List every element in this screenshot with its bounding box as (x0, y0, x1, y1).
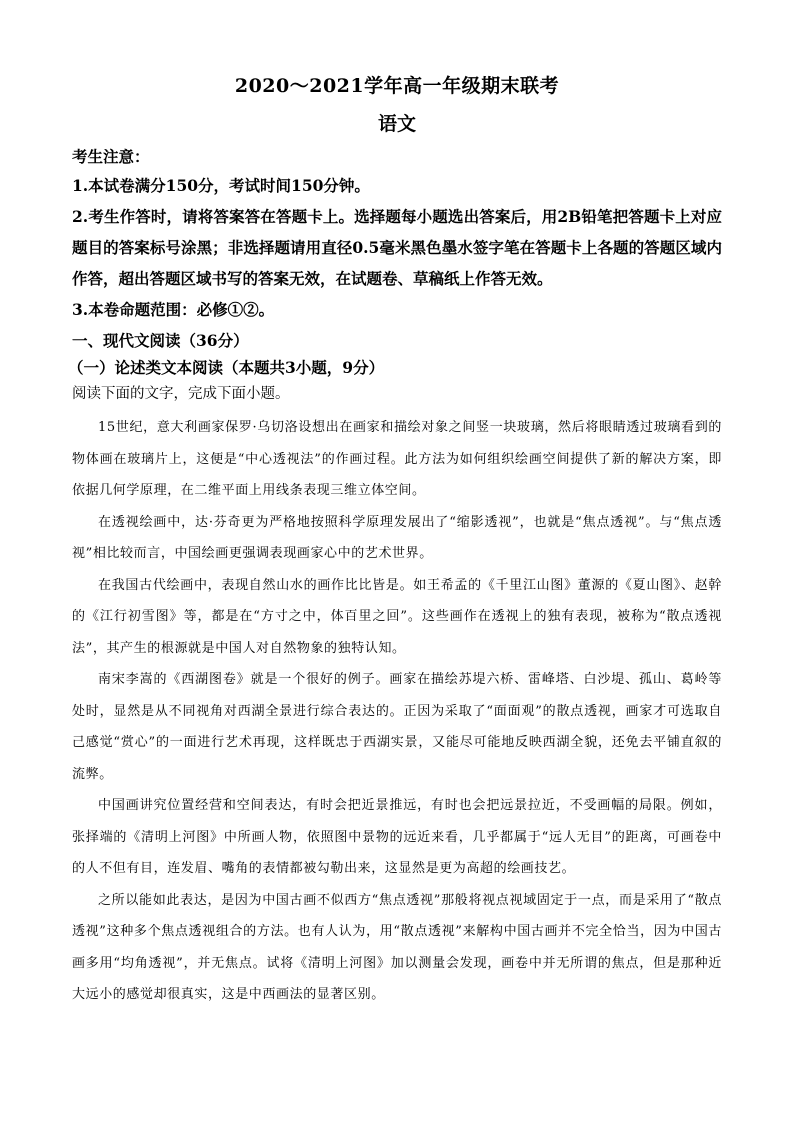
passage-paragraph-2: 在透视绘画中，达·芬奇更为严格地按照科学原理发展出了“缩影透视”，也就是“焦点透视”。与“焦点透视”相比较而言，中国绘画更强调表现画家心中的艺术世界。 (72, 514, 722, 561)
exam-title: 2020～2021学年高一年级期末联考 (234, 75, 560, 97)
subsection-heading: （一）论述类文本阅读（本题共3小题，9分） (68, 358, 385, 377)
passage-paragraph-4: 南宋李嵩的《西湖图卷》就是一个很好的例子。画家在描绘苏堤六桥、雷峰塔、白沙堤、孤山、葛岭等处时，显然是从不同视角对西湖全景进行综合表达的。正因为采取了“面面观”的散点透视，画家才可选取自己感觉“赏心”的一面进行艺术再现，这样既忠于西湖实景，又能尽可能地反映西湖全貌，还免去平铺直叙的流弊。 (72, 672, 722, 782)
passage-paragraph-3: 在我国古代绘画中，表现自然山水的画作比比皆是。如王希孟的《千里江山图》董源的《夏山图》、赵幹的《江行初雪图》等，都是在“方寸之中，体百里之回”。这些画作在透视上的独有表现，被称为“散点透视法”，其产生的根源就是中国人对自然物象的独特认知。 (72, 577, 722, 656)
subject-title: 语文 (377, 113, 416, 135)
notice-item-2: 2.考生作答时，请将答案答在答题卡上。选择题每小题选出答案后，用2B铅笔把答题卡上对应题目的答案标号涂黑；非选择题请用直径0.5毫米黑色墨水签字笔在答题卡上各题的答题区域内作答，超出答题区域书写的答案无效，在试题卷、草稿纸上作答无效。 (72, 207, 722, 288)
reading-instruction: 阅读下面的文字，完成下面小题。 (72, 386, 290, 402)
passage-paragraph-1: 15世纪，意大利画家保罗·乌切洛设想出在画家和描绘对象之间竖一块玻璃，然后将眼睛透过玻璃看到的物体画在玻璃片上，这便是“中心透视法”的作画过程。此方法为如何组织绘画空间提供了新的解决方案，即依据几何学原理，在二维平面上用线条表现三维立体空间。 (72, 420, 722, 498)
section-heading: 一、现代文阅读（36分） (72, 331, 249, 350)
notice-heading: 考生注意： (72, 147, 150, 166)
exam-page (68, 70, 722, 1011)
notice-item-1: 1.本试卷满分150分，考试时间150分钟。 (72, 176, 370, 195)
passage-paragraph-6: 之所以能如此表达，是因为中国古画不似西方“焦点透视”那般将视点视域固定于一点，而是采用了“散点透视”这种多个焦点透视组合的方法。也有人认为，用“散点透视”来解构中国古画并不完全恰当，因为中国古画多用“均角透视”，并无焦点。试将《清明上河图》加以测量会发现，画卷中并无所谓的焦点，但是那种近大远小的感觉却很真实，这是中西画法的显著区别。 (72, 892, 722, 1002)
notice-item-3: 3.本卷命题范围：必修①②。 (72, 300, 275, 319)
passage-paragraph-5: 中国画讲究位置经营和空间表达，有时会把近景推远，有时也会把远景拉近，不受画幅的局限。例如，张择端的《清明上河图》中所画人物，依照图中景物的远近来看，几乎都属于“远人无目”的距离，可画卷中的人不但有目，连发眉、嘴角的表情都被勾勒出来，这显然是更为高超的绘画技艺。 (72, 798, 722, 876)
